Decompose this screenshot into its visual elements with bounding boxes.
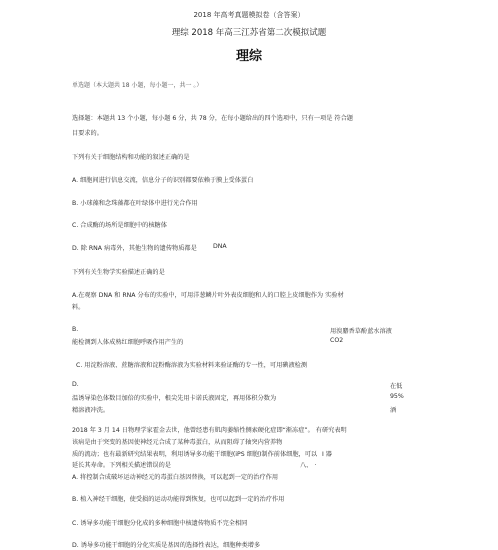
q3-option-d: D. 诱导多功能干细胞的分化实质是基因的选择性表达，细胞种类增多 xyxy=(72,542,261,549)
q2-option-d-right1: 在低 xyxy=(390,383,403,390)
q3-line-3: 质的流动；也有最新研究结果表明，利用诱导多功能干细胞(iPS 细胞)制作前体细胞，可以 xyxy=(72,451,318,458)
q2-option-d-line3: 精溶液冲洗。 xyxy=(72,407,110,414)
q3-option-b: B. 植入神经干细胞，使受损的运动功能得到恢复，也可以起到一定的治疗作用 xyxy=(72,496,285,503)
q2-option-b-right1: 用溴麝香草酚蓝水溶液 xyxy=(330,328,392,335)
instructions-line-1: 选择题：本题共 13 个小题，每小题 6 分，共 78 分，在每小题给出的四个选项中，只有一项是 符合题 xyxy=(72,115,353,122)
q3-line-4-tail: 八、 · xyxy=(300,462,317,469)
q3-line-2: 该病是由于突变的基因使神经元合成了某种毒蛋白，从而阻碍了轴突内营养物 xyxy=(72,439,283,446)
q2-option-d-right3: 酒 xyxy=(390,407,397,414)
page-title: 理综 xyxy=(235,49,262,64)
q2-stem: 下列有关生物学实验描述正确的是 xyxy=(72,269,165,276)
q2-option-a-line2: 料。 xyxy=(72,304,85,311)
q3-line-3-tail: I 器 xyxy=(322,451,332,458)
q2-option-d-label: D. xyxy=(72,381,79,388)
q3-option-a: A. 将控制合成破坏运动神经元的毒蛋白基因替换，可以起到一定的治疗作用 xyxy=(72,474,279,481)
q1-option-d: D. 除 RNA 病毒外，其他生物的遗传物质都是 xyxy=(72,245,197,252)
exam-header-line: 2018 年高考真题模拟卷（含答案） xyxy=(193,11,305,19)
instructions-line-2: 目要求的。 xyxy=(72,130,103,137)
q1-option-b: B. 小球藻和念珠藻都在叶绿体中进行光合作用 xyxy=(72,200,198,207)
section-heading: 单选题（本大题共 18 小题，每小题一，共一 。） xyxy=(72,82,203,89)
q1-option-c: C. 合成酶的场所是细胞中的核糖体 xyxy=(72,222,167,229)
exam-subtitle: 理综 2018 年高三江苏省第二次模拟试题 xyxy=(171,28,327,38)
q2-option-d-line2: 温诱导染色体数目加倍的实验中，根尖先用卡诺氏液固定，再用体积分数为 xyxy=(72,395,277,402)
q2-option-c: C. 用淀粉溶液、蔗糖溶液和淀粉酶溶液为实验材料来验证酶的专一性，可用碘液检测 xyxy=(76,362,308,369)
q3-line-4: 延长其寿命。下列相关描述错误的是 xyxy=(72,462,171,469)
q1-option-d-tail: DNA xyxy=(213,243,227,250)
q2-option-d-right2: 95% xyxy=(390,393,404,400)
q2-option-a-line1: A.在观察 DNA 和 RNA 分布的实验中，可用洋葱鳞片叶外表皮细胞和人的口腔上皮细胞作为 实验材 xyxy=(72,292,344,299)
q1-option-a: A. 细胞间进行信息交流，信息分子的识别都要依赖于膜上受体蛋白 xyxy=(72,177,254,184)
q3-line-1: 2018 年 3 月 14 日物理学家霍金去世，他曾经患有肌肉萎缩性侧索硬化症即“渐冻症”。 有研究表明 xyxy=(72,427,347,434)
q2-option-b-right2: CO2 xyxy=(330,337,344,344)
q3-option-c: C. 诱导多功能干细胞分化成的多种细胞中核遗传物质不完全相同 xyxy=(72,520,248,527)
q1-stem: 下列有关于细胞结构和功能的叙述正确的是 xyxy=(72,154,190,161)
q2-option-b-line2: 能检测到人体成熟红细胞呼吸作用产生的 xyxy=(72,339,184,346)
q2-option-b-label: B. xyxy=(72,326,79,333)
